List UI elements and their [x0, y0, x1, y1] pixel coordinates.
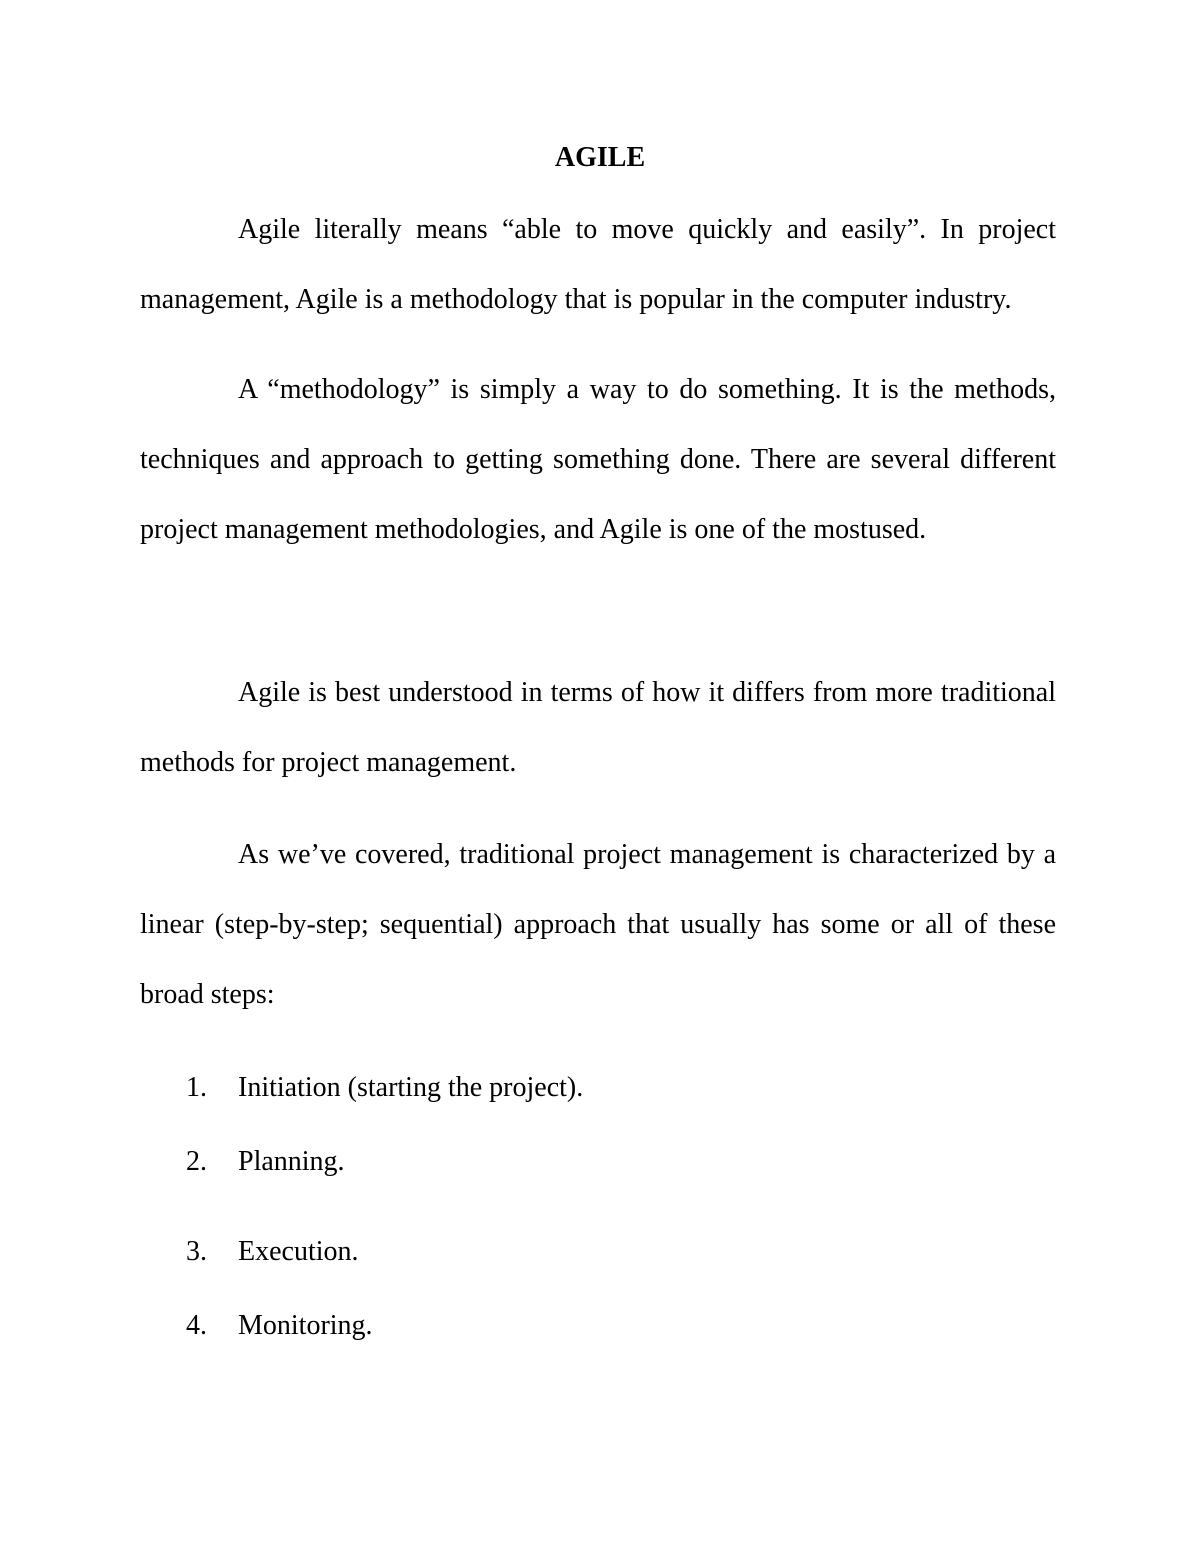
list-item-number: 2.: [186, 1146, 207, 1177]
list-item-number: 1.: [186, 1072, 207, 1103]
list-item: [140, 1068, 1056, 1108]
list-item: [140, 1232, 1056, 1272]
paragraph-traditional-management: As we’ve covered, traditional project management is characterized by a linear (step-by-step; sequential) approach that usually has some or all of these broad steps:: [140, 839, 1056, 1010]
list-item-number: 4.: [186, 1310, 207, 1341]
list-item-text: Execution.: [238, 1236, 359, 1267]
document-title: AGILE: [554, 142, 646, 173]
paragraph-methodology: A “methodology” is simply a way to do something. It is the methods, techniques and approach to getting something done. There are several different project management methodologies, and Agile is one of the mostused.: [140, 374, 1056, 545]
paragraph-agile-differs: Agile is best understood in terms of how it differs from more traditional methods for project management.: [140, 677, 1056, 778]
list-item-text: Monitoring.: [238, 1310, 373, 1341]
list-item: [140, 1306, 1056, 1346]
list-item-text: Planning.: [238, 1146, 345, 1177]
list-item: [140, 1142, 1056, 1182]
paragraph-agile-definition: Agile literally means “able to move quickly and easily”. In project management, Agile is a methodology that is popular in the computer industry.: [140, 214, 1056, 315]
list-item-number: 3.: [186, 1236, 207, 1267]
list-item-text: Initiation (starting the project).: [238, 1072, 584, 1103]
